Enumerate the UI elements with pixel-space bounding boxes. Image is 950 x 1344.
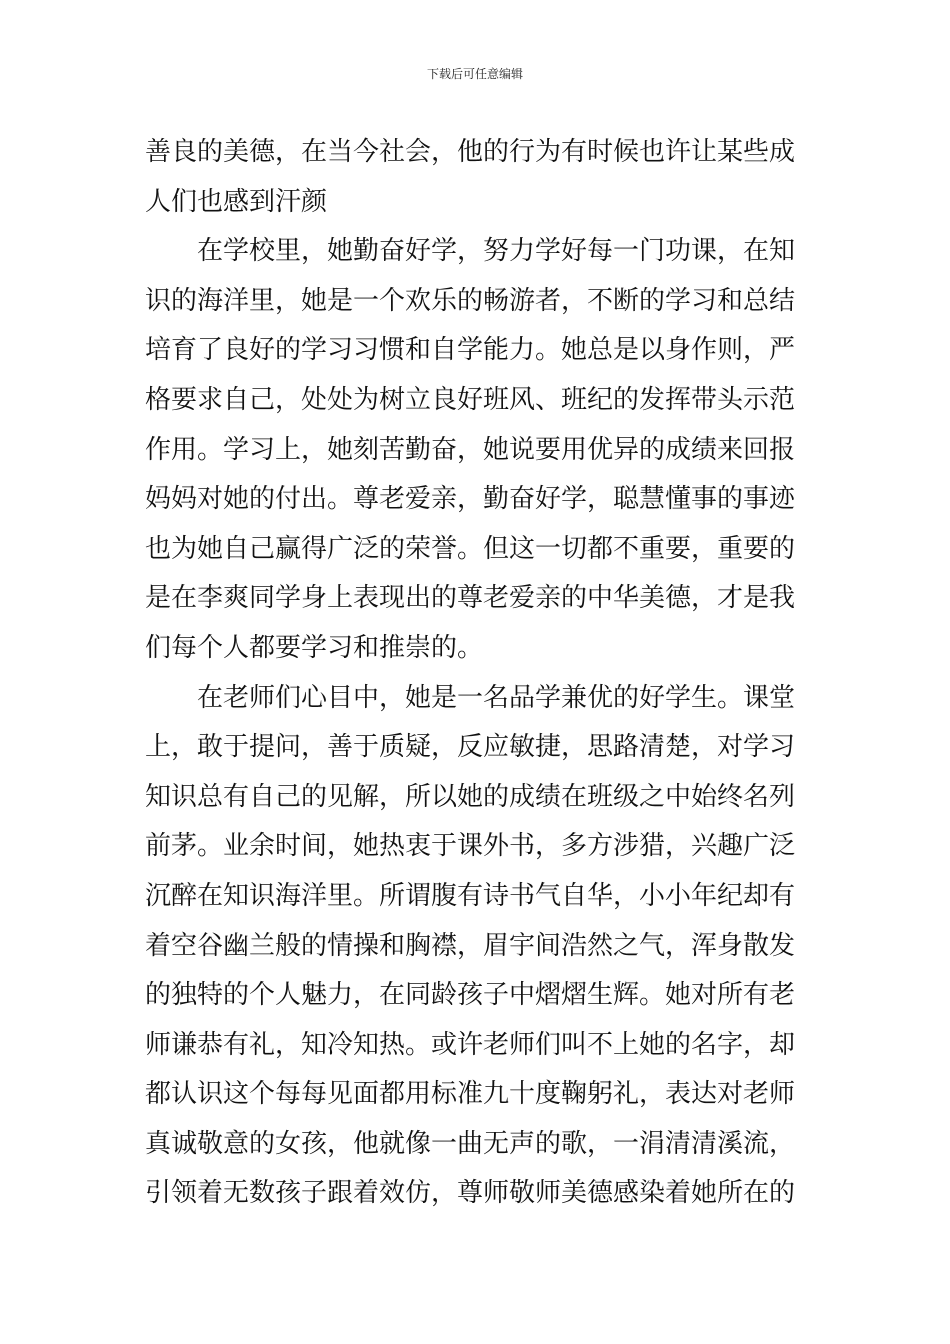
text-line: 人们也感到汗颜	[145, 186, 328, 217]
text-line: 们每个人都要学习和推崇的。	[145, 632, 484, 663]
text-line: 的独特的个人魅力，在同龄孩子中熠熠生辉。她对所有老	[145, 980, 796, 1011]
text-line: 真诚敬意的女孩，他就像一曲无声的歌，一涓清清溪流，	[145, 1128, 796, 1159]
text-line: 也为她自己赢得广泛的荣誉。但这一切都不重要，重要的	[145, 533, 796, 564]
text-line: 师谦恭有礼，知冷知热。或许老师们叫不上她的名字，却	[145, 1029, 796, 1060]
text-line: 着空谷幽兰般的情操和胸襟，眉宇间浩然之气，浑身散发	[145, 930, 796, 961]
text-line: 前茅。业余时间，她热衷于课外书，多方涉猎，兴趣广泛	[145, 831, 796, 862]
text-line: 善良的美德，在当今社会，他的行为有时候也许让某些成	[145, 137, 796, 167]
text-line: 上，敢于提问，善于质疑，反应敏捷，思路清楚，对学习	[145, 732, 796, 763]
text-line: 是在李爽同学身上表现出的尊老爱亲的中华美德，才是我	[145, 583, 796, 614]
text-line: 知识总有自己的见解，所以她的成绩在班级之中始终名列	[145, 781, 796, 812]
text-line: 引领着无数孩子跟着效仿，尊师敬师美德感染着她所在的	[145, 1178, 796, 1209]
document-body	[145, 128, 815, 1219]
text-line: 培育了良好的学习习惯和自学能力。她总是以身作则，严	[145, 335, 796, 366]
text-line: 识的海洋里，她是一个欢乐的畅游者，不断的学习和总结	[145, 285, 796, 316]
paragraph-first-line: 在老师们心目中，她是一名品学兼优的好学生。课堂	[197, 682, 796, 713]
text-line: 作用。学习上，她刻苦勤奋，她说要用优异的成绩来回报	[145, 434, 796, 465]
paragraph-first-line: 在学校里，她勤奋好学，努力学好每一门功课，在知	[197, 236, 796, 267]
text-line: 格要求自己，处处为树立良好班风、班纪的发挥带头示范	[145, 384, 796, 415]
text-line: 妈妈对她的付出。尊老爱亲，勤奋好学，聪慧懂事的事迹	[145, 484, 796, 515]
text-line: 沉醉在知识海洋里。所谓腹有诗书气自华，小小年纪却有	[145, 880, 796, 911]
page-header: 下载后可任意编辑	[426, 67, 523, 81]
text-line: 都认识这个每每见面都用标准九十度鞠躬礼，表达对老师	[145, 1079, 796, 1110]
